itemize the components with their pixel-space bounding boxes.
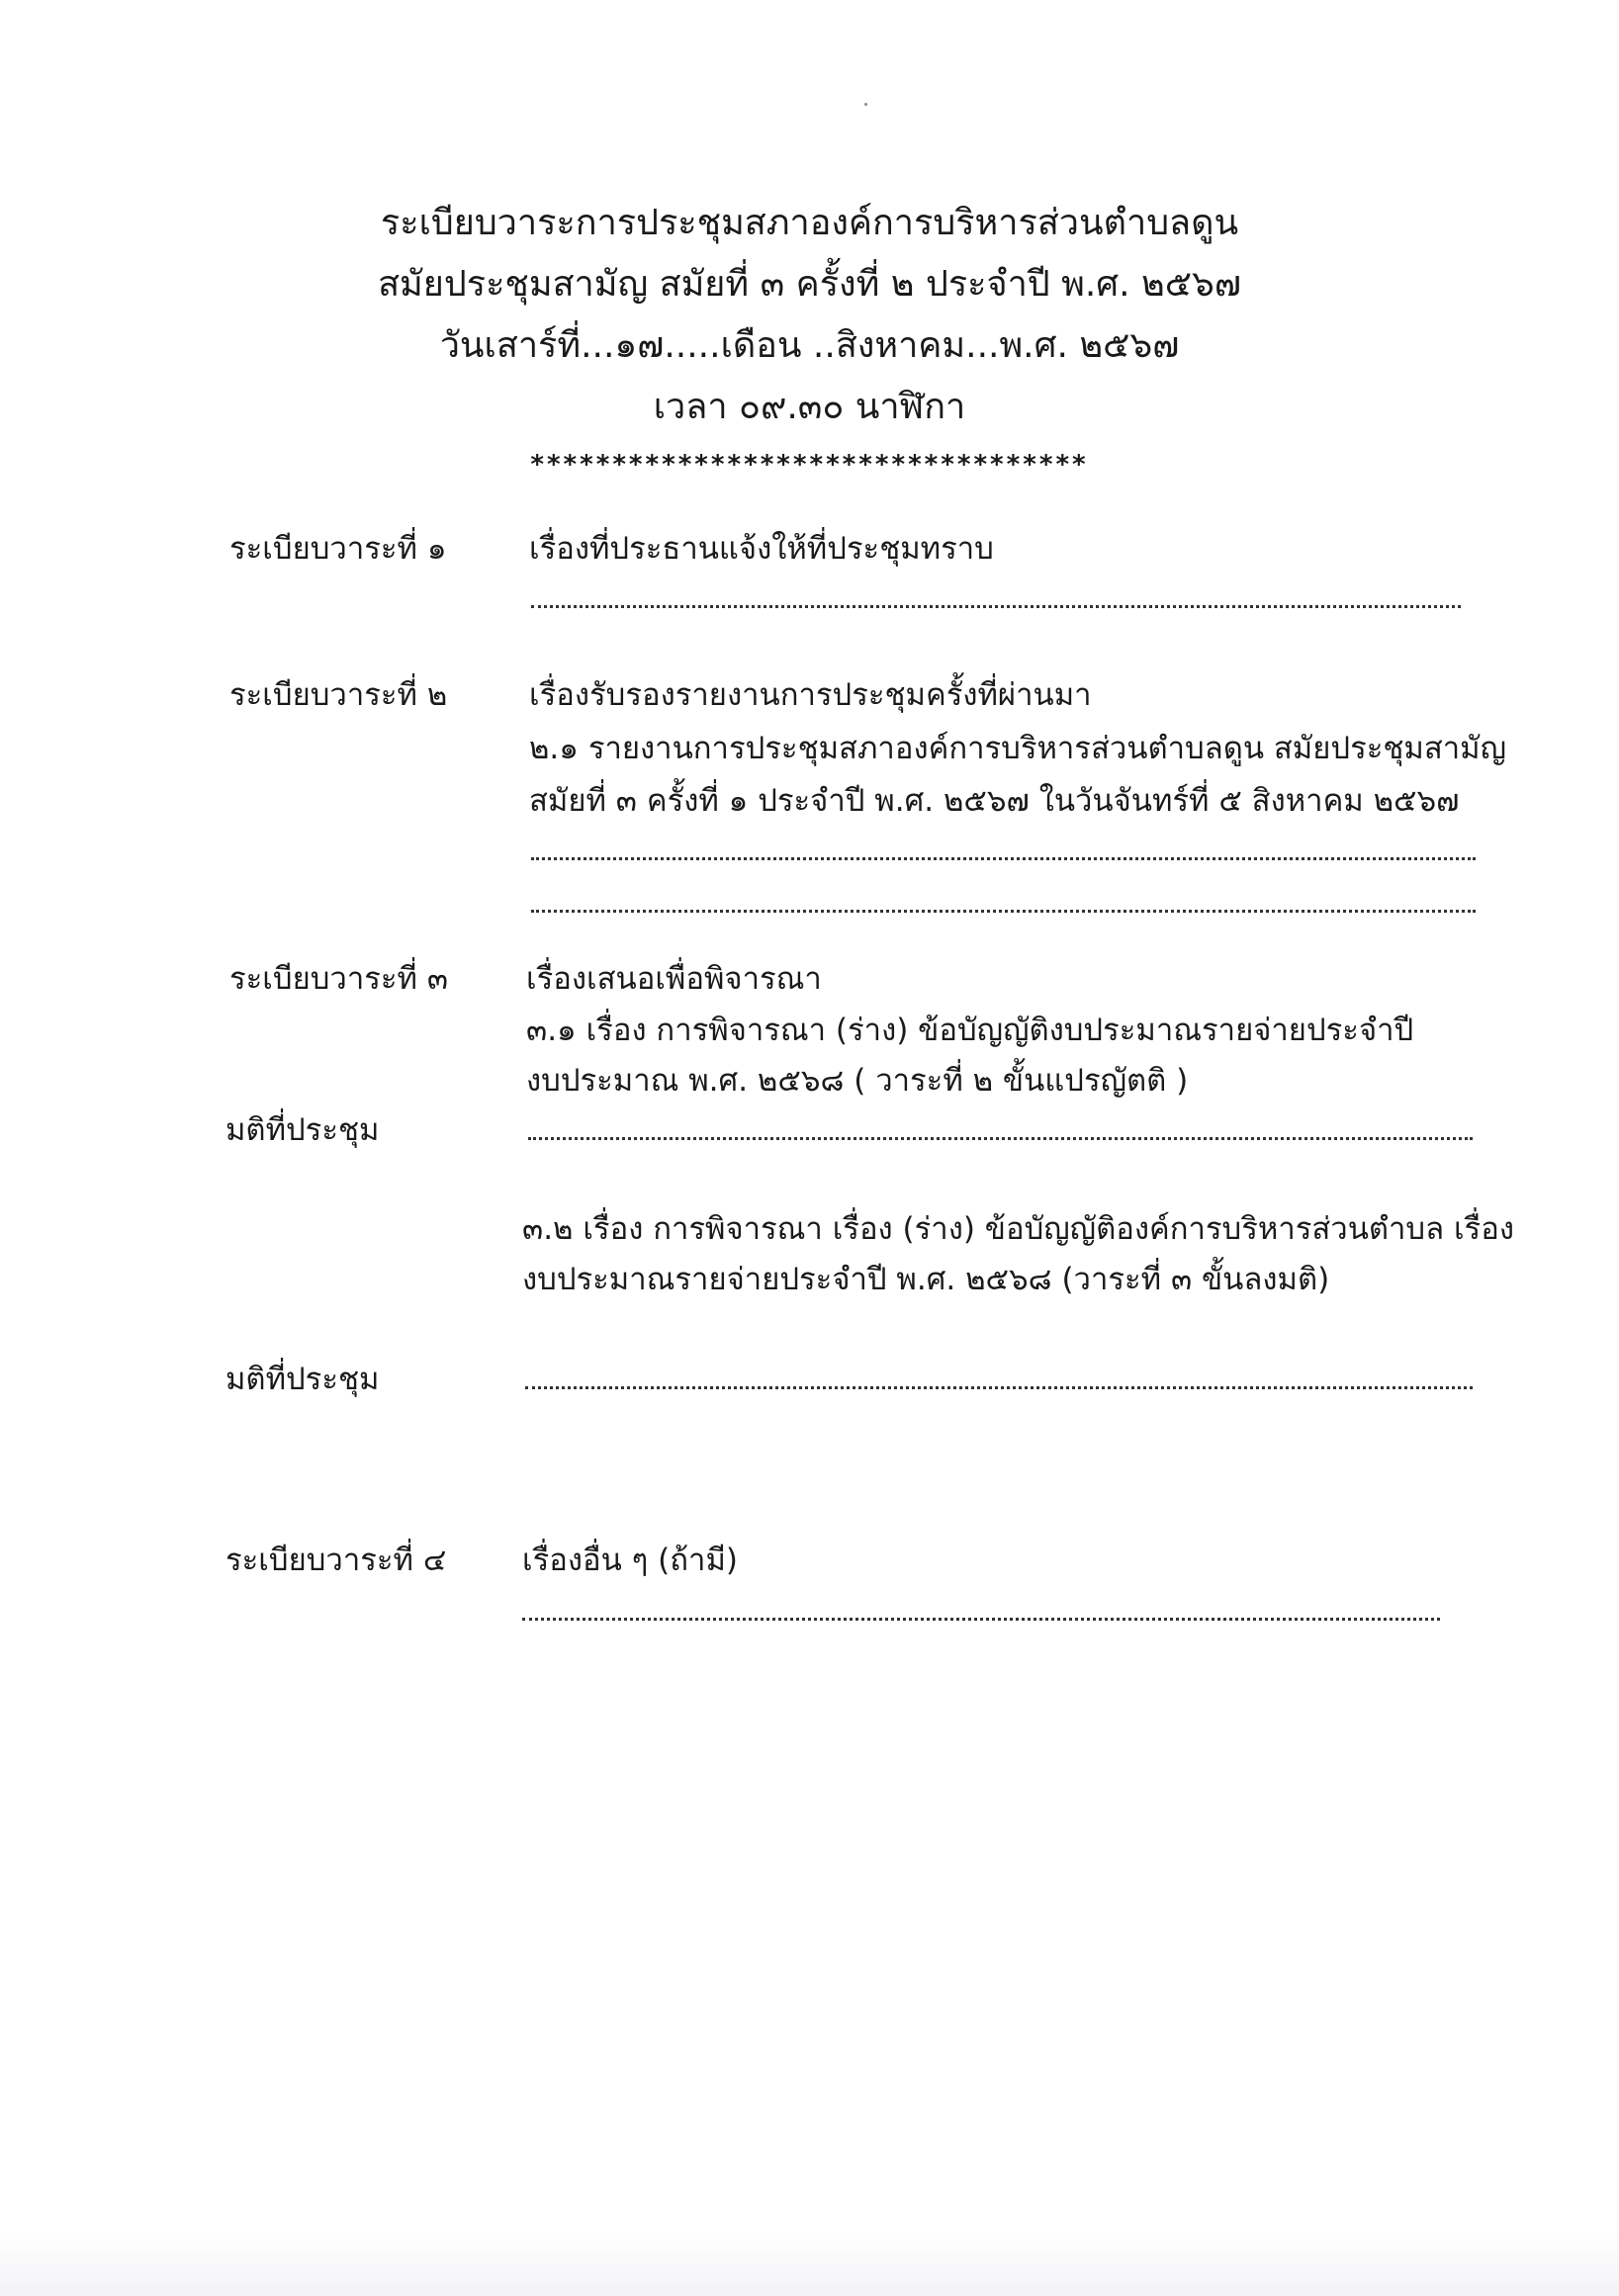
scan-speck (864, 103, 867, 106)
separator-stars: ********************************** (530, 450, 1089, 480)
header-title: ระเบียบวาระการประชุมสภาองค์การบริหารส่วนตำบลดูน (380, 203, 1239, 243)
agenda-item-3-1-line1: ๓.๑ เรื่อง การพิจารณา (ร่าง) ข้อบัญญัติงบประมาณรายจ่ายประจำปี (526, 1013, 1414, 1048)
agenda-item-2-fill-line-1 (531, 857, 1476, 860)
agenda-item-3-2-line1: ๓.๒ เรื่อง การพิจารณา เรื่อง (ร่าง) ข้อบัญญัติองค์การบริหารส่วนตำบล เรื่อง (522, 1211, 1514, 1247)
agenda-item-3-title: เรื่องเสนอเพื่อพิจารณา (526, 961, 822, 997)
header-session: สมัยประชุมสามัญ สมัยที่ ๓ ครั้งที่ ๒ ประจำปี พ.ศ. ๒๕๖๗ (378, 264, 1241, 305)
agenda-header (0, 193, 1619, 438)
resolution-1-fill-line (528, 1137, 1473, 1140)
resolution-label-2: มติที่ประชุม (225, 1362, 380, 1397)
agenda-item-2-label: ระเบียบวาระที่ ๒ (229, 677, 448, 713)
agenda-item-3-label: ระเบียบวาระที่ ๓ (229, 961, 449, 997)
agenda-item-4-label: ระเบียบวาระที่ ๔ (225, 1543, 447, 1578)
agenda-item-4-fill-line (522, 1618, 1440, 1621)
agenda-item-2-title: เรื่องรับรองรายงานการประชุมครั้งที่ผ่านมา (529, 677, 1092, 713)
agenda-item-1-title: เรื่องที่ประธานแจ้งให้ที่ประชุมทราบ (529, 531, 994, 567)
agenda-item-4-title: เรื่องอื่น ๆ (ถ้ามี) (522, 1543, 738, 1578)
resolution-label-1: มติที่ประชุม (225, 1112, 380, 1148)
agenda-item-3-2-line2: งบประมาณรายจ่ายประจำปี พ.ศ. ๒๕๖๘ (วาระที่ ๓ ขั้นลงมติ) (522, 1262, 1330, 1297)
resolution-2-fill-line (525, 1386, 1473, 1389)
agenda-item-2-1-line1: ๒.๑ รายงานการประชุมสภาองค์การบริหารส่วนตำบลดูน สมัยประชุมสามัญ (529, 731, 1507, 766)
header-time: เวลา ๐๙.๓๐ นาฬิกา (653, 387, 966, 427)
agenda-item-2-1-line2: สมัยที่ ๓ ครั้งที่ ๑ ประจำปี พ.ศ. ๒๕๖๗ ในวันจันทร์ที่ ๕ สิงหาคม ๒๕๖๗ (529, 783, 1460, 819)
agenda-item-2-fill-line-2 (531, 910, 1476, 913)
agenda-item-1-label: ระเบียบวาระที่ ๑ (229, 531, 447, 567)
agenda-item-3-1-line2: งบประมาณ พ.ศ. ๒๕๖๘ ( วาระที่ ๒ ขั้นแปรญัตติ ) (526, 1063, 1189, 1099)
scan-bottom-edge (0, 2230, 1619, 2296)
agenda-item-1-fill-line (531, 605, 1461, 608)
header-date: วันเสาร์ที่...๑๗.....เดือน ..สิงหาคม...พ.ศ. ๒๕๖๗ (439, 325, 1180, 366)
